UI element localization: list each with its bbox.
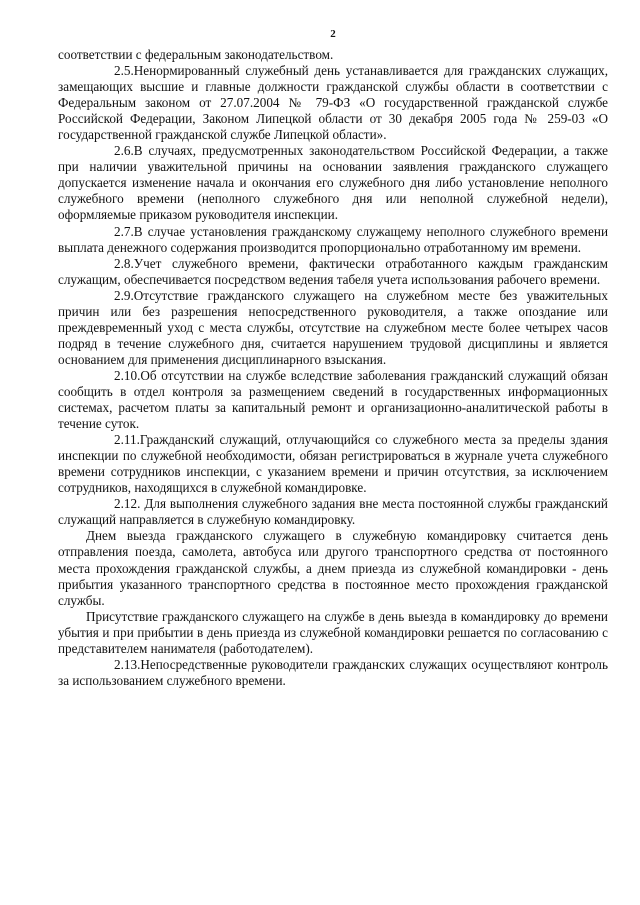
paragraph-2-10 xyxy=(58,368,608,432)
paragraph-number: 2.11. xyxy=(114,432,140,448)
paragraph-text: Учет служебного времени, фактически отработанного каждым гражданским служащим, обеспечивается посредством ведения табеля учета использования рабочего времени. xyxy=(58,255,608,287)
page-number: 2 xyxy=(330,28,336,40)
paragraph-text: Ненормированный служебный день устанавливается для гражданских служащих, замещающих высшие и главные должности гражданской службы области в соответствии с Федеральным законом от 27.07.2004 № 79-ФЗ «О государственной гражданской службе Российской Федерации, Законом Липецкой области от 30 декабря 2005 года № 259-03 «О государственной гражданской службе Липецкой области». xyxy=(58,63,608,143)
paragraph-text: соответствии с федеральным законодательством. xyxy=(58,47,334,62)
paragraph-2-13 xyxy=(58,657,608,689)
paragraph-text: Для выполнения служебного задания вне места постоянной службы гражданский служащий направляется в служебную командировку. xyxy=(58,496,608,528)
paragraph-2-11 xyxy=(58,432,608,496)
paragraph-2-6 xyxy=(58,143,608,223)
paragraph-continuation xyxy=(58,47,608,63)
paragraph-number: 2.9. xyxy=(114,287,134,303)
paragraph-departure-day xyxy=(58,528,608,608)
paragraph-number: 2.6. xyxy=(114,143,134,159)
paragraph-text: Отсутствие гражданского служащего на служебном месте без уважительных причин или без разрешения непосредственного руководителя, а также опоздание или преждевременный уход с места службы, отсутствие на служебном месте более четырех часов подряд в течение служебного дня, считается нарушением трудовой дисциплины и является основанием для применения дисциплинарного взыскания. xyxy=(58,287,608,367)
paragraph-text: Днем выезда гражданского служащего в служебную командировку считается день отправления поезда, самолета, автобуса или другого транспортного средства от постоянного места прохождения гражданской службы, а днем приезда из служебной командировки - день прибытия указанного транспортного средства в постоянное место прохождения гражданской службы. xyxy=(58,528,608,608)
paragraph-2-5 xyxy=(58,63,608,143)
paragraph-text: В случаях, предусмотренных законодательством Российской Федерации, а также при наличии уважительной причины на основании заявления гражданского служащего допускается изменение начала и окончания его служебного дня либо установление неполного служебного времени (неполного служебного дня или неполной служебной недели), оформляемые приказом руководителя инспекции. xyxy=(58,143,608,223)
paragraph-number: 2.13. xyxy=(114,656,141,672)
paragraph-text: Об отсутствии на службе вследствие заболевания гражданский служащий обязан сообщить в отдел контроля за размещением сведений в государственных информационных системах, расчетом платы за капитальный ремонт и организационно-аналитической работы в течение суток. xyxy=(58,367,608,432)
paragraph-text: В случае установления гражданскому служащему неполного служебного времени выплата денежного содержания производится пропорционально отработанному им времени. xyxy=(58,223,608,255)
paragraph-number: 2.7. xyxy=(114,223,134,239)
paragraph-text: Гражданский служащий, отлучающийся со служебного места за пределы здания инспекции по служебной необходимости, обязан регистрироваться в журнале учета служебного времени сотрудников инспекции, с указанием времени и причин отсутствия, за исключением сотрудников, находящихся в служебной командировке. xyxy=(58,432,608,496)
paragraph-number: 2.10. xyxy=(114,367,141,383)
paragraph-number: 2.8. xyxy=(114,255,134,271)
paragraph-2-9 xyxy=(58,288,608,368)
paragraph-presence xyxy=(58,609,608,657)
paragraph-number: 2.5. xyxy=(114,63,134,79)
paragraph-2-12 xyxy=(58,496,608,528)
paragraph-2-8 xyxy=(58,256,608,288)
paragraph-number: 2.12. xyxy=(114,496,141,512)
paragraph-text: Непосредственные руководители гражданских служащих осуществляют контроль за использованием служебного времени. xyxy=(58,656,608,688)
paragraph-text: Присутствие гражданского служащего на службе в день выезда в командировку до времени убытия и при прибытии в день приезда из служебной командировки решается по согласованию с представителем нанимателя (работодателем). xyxy=(58,608,608,656)
paragraph-2-7 xyxy=(58,224,608,256)
